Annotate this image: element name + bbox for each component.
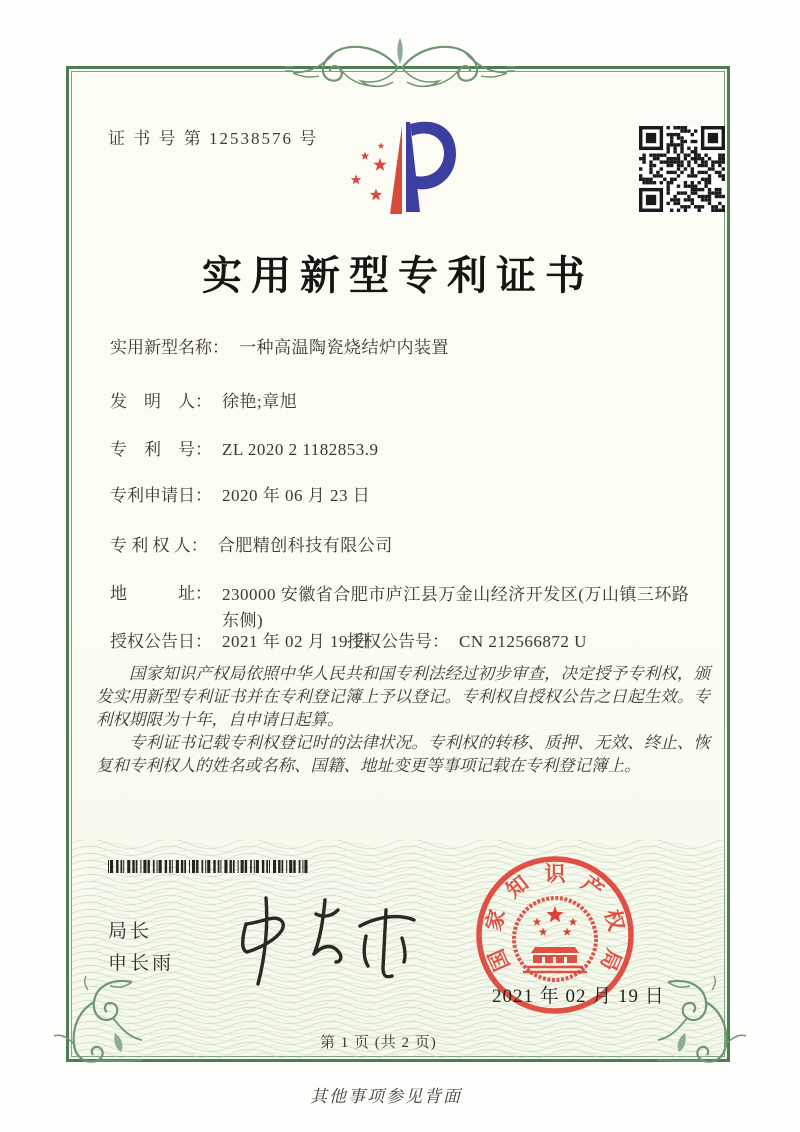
svg-text:识: 识 <box>544 861 566 886</box>
field-label: 实用新型名称： <box>110 338 229 357</box>
field-row-patentee <box>110 534 393 558</box>
legal-text-block <box>96 662 710 777</box>
field-value: 合肥精创科技有限公司 <box>217 536 393 555</box>
certificate-number: 证 书 号 第 12538576 号 <box>108 129 319 148</box>
svg-text:局: 局 <box>595 945 627 975</box>
signer-name: 申长雨 <box>108 953 175 974</box>
field-row-grant-number <box>347 630 587 654</box>
svg-text:权: 权 <box>600 907 629 934</box>
signer-title: 局长 <box>108 921 153 942</box>
field-row-name <box>110 336 449 360</box>
field-row-address <box>110 582 700 634</box>
field-label: 专 利 权 人： <box>110 536 208 555</box>
field-row-filing-date <box>110 484 370 508</box>
field-value: 2021 年 02 月 19 日 <box>222 632 371 651</box>
qr-code <box>639 126 725 212</box>
field-value: 徐艳;章旭 <box>222 392 298 411</box>
svg-text:知: 知 <box>501 870 534 903</box>
svg-text:国: 国 <box>483 945 515 975</box>
field-label: 授权公告号： <box>347 632 449 651</box>
bottom-right-ornament <box>656 976 748 1068</box>
bottom-left-ornament <box>52 976 144 1068</box>
field-label: 专 利 号： <box>110 440 212 459</box>
field-value: 230000 安徽省合肥市庐江县万金山经济开发区(万山镇三环路东侧) <box>222 585 690 630</box>
seal-date: 2021 年 02 月 19 日 <box>492 986 665 1007</box>
field-label: 专利申请日： <box>110 486 212 505</box>
page-number: 第 1 页 (共 2 页) <box>320 1035 437 1051</box>
field-label: 发 明 人： <box>110 392 212 411</box>
field-row-grant-date <box>110 630 370 654</box>
back-side-note: 其他事项参见背面 <box>310 1087 462 1106</box>
cnipa-logo <box>340 110 462 230</box>
commissioner-signature <box>228 888 428 992</box>
field-value: 2020 年 06 月 23 日 <box>222 486 371 505</box>
legal-paragraph-1: 国家知识产权局依照中华人民共和国专利法经过初步审查，决定授予专利权，颁发实用新型专利证书并在专利登记簿上予以登记。专利权自授权公告之日起生效。专利权期限为十年，自申请日起算。 <box>96 664 710 729</box>
field-value: 一种高温陶瓷烧结炉内装置 <box>239 338 449 357</box>
svg-text:家: 家 <box>481 907 510 934</box>
barcode <box>108 860 308 875</box>
field-label: 授权公告日： <box>110 632 212 651</box>
top-border-ornament <box>285 36 515 98</box>
field-label: 地 址： <box>110 584 212 603</box>
legal-paragraph-2: 专利证书记载专利权登记时的法律状况。专利权的转移、质押、无效、终止、恢复和专利权人的姓名或名称、国籍、地址变更等事项记载在专利登记簿上。 <box>96 733 710 775</box>
certificate-title: 实用新型专利证书 <box>202 253 594 298</box>
field-value: CN 212566872 U <box>459 632 587 651</box>
svg-text:产: 产 <box>576 870 609 903</box>
field-row-inventor <box>110 390 297 414</box>
field-value: ZL 2020 2 1182853.9 <box>222 440 379 459</box>
field-row-patent-number <box>110 438 379 462</box>
